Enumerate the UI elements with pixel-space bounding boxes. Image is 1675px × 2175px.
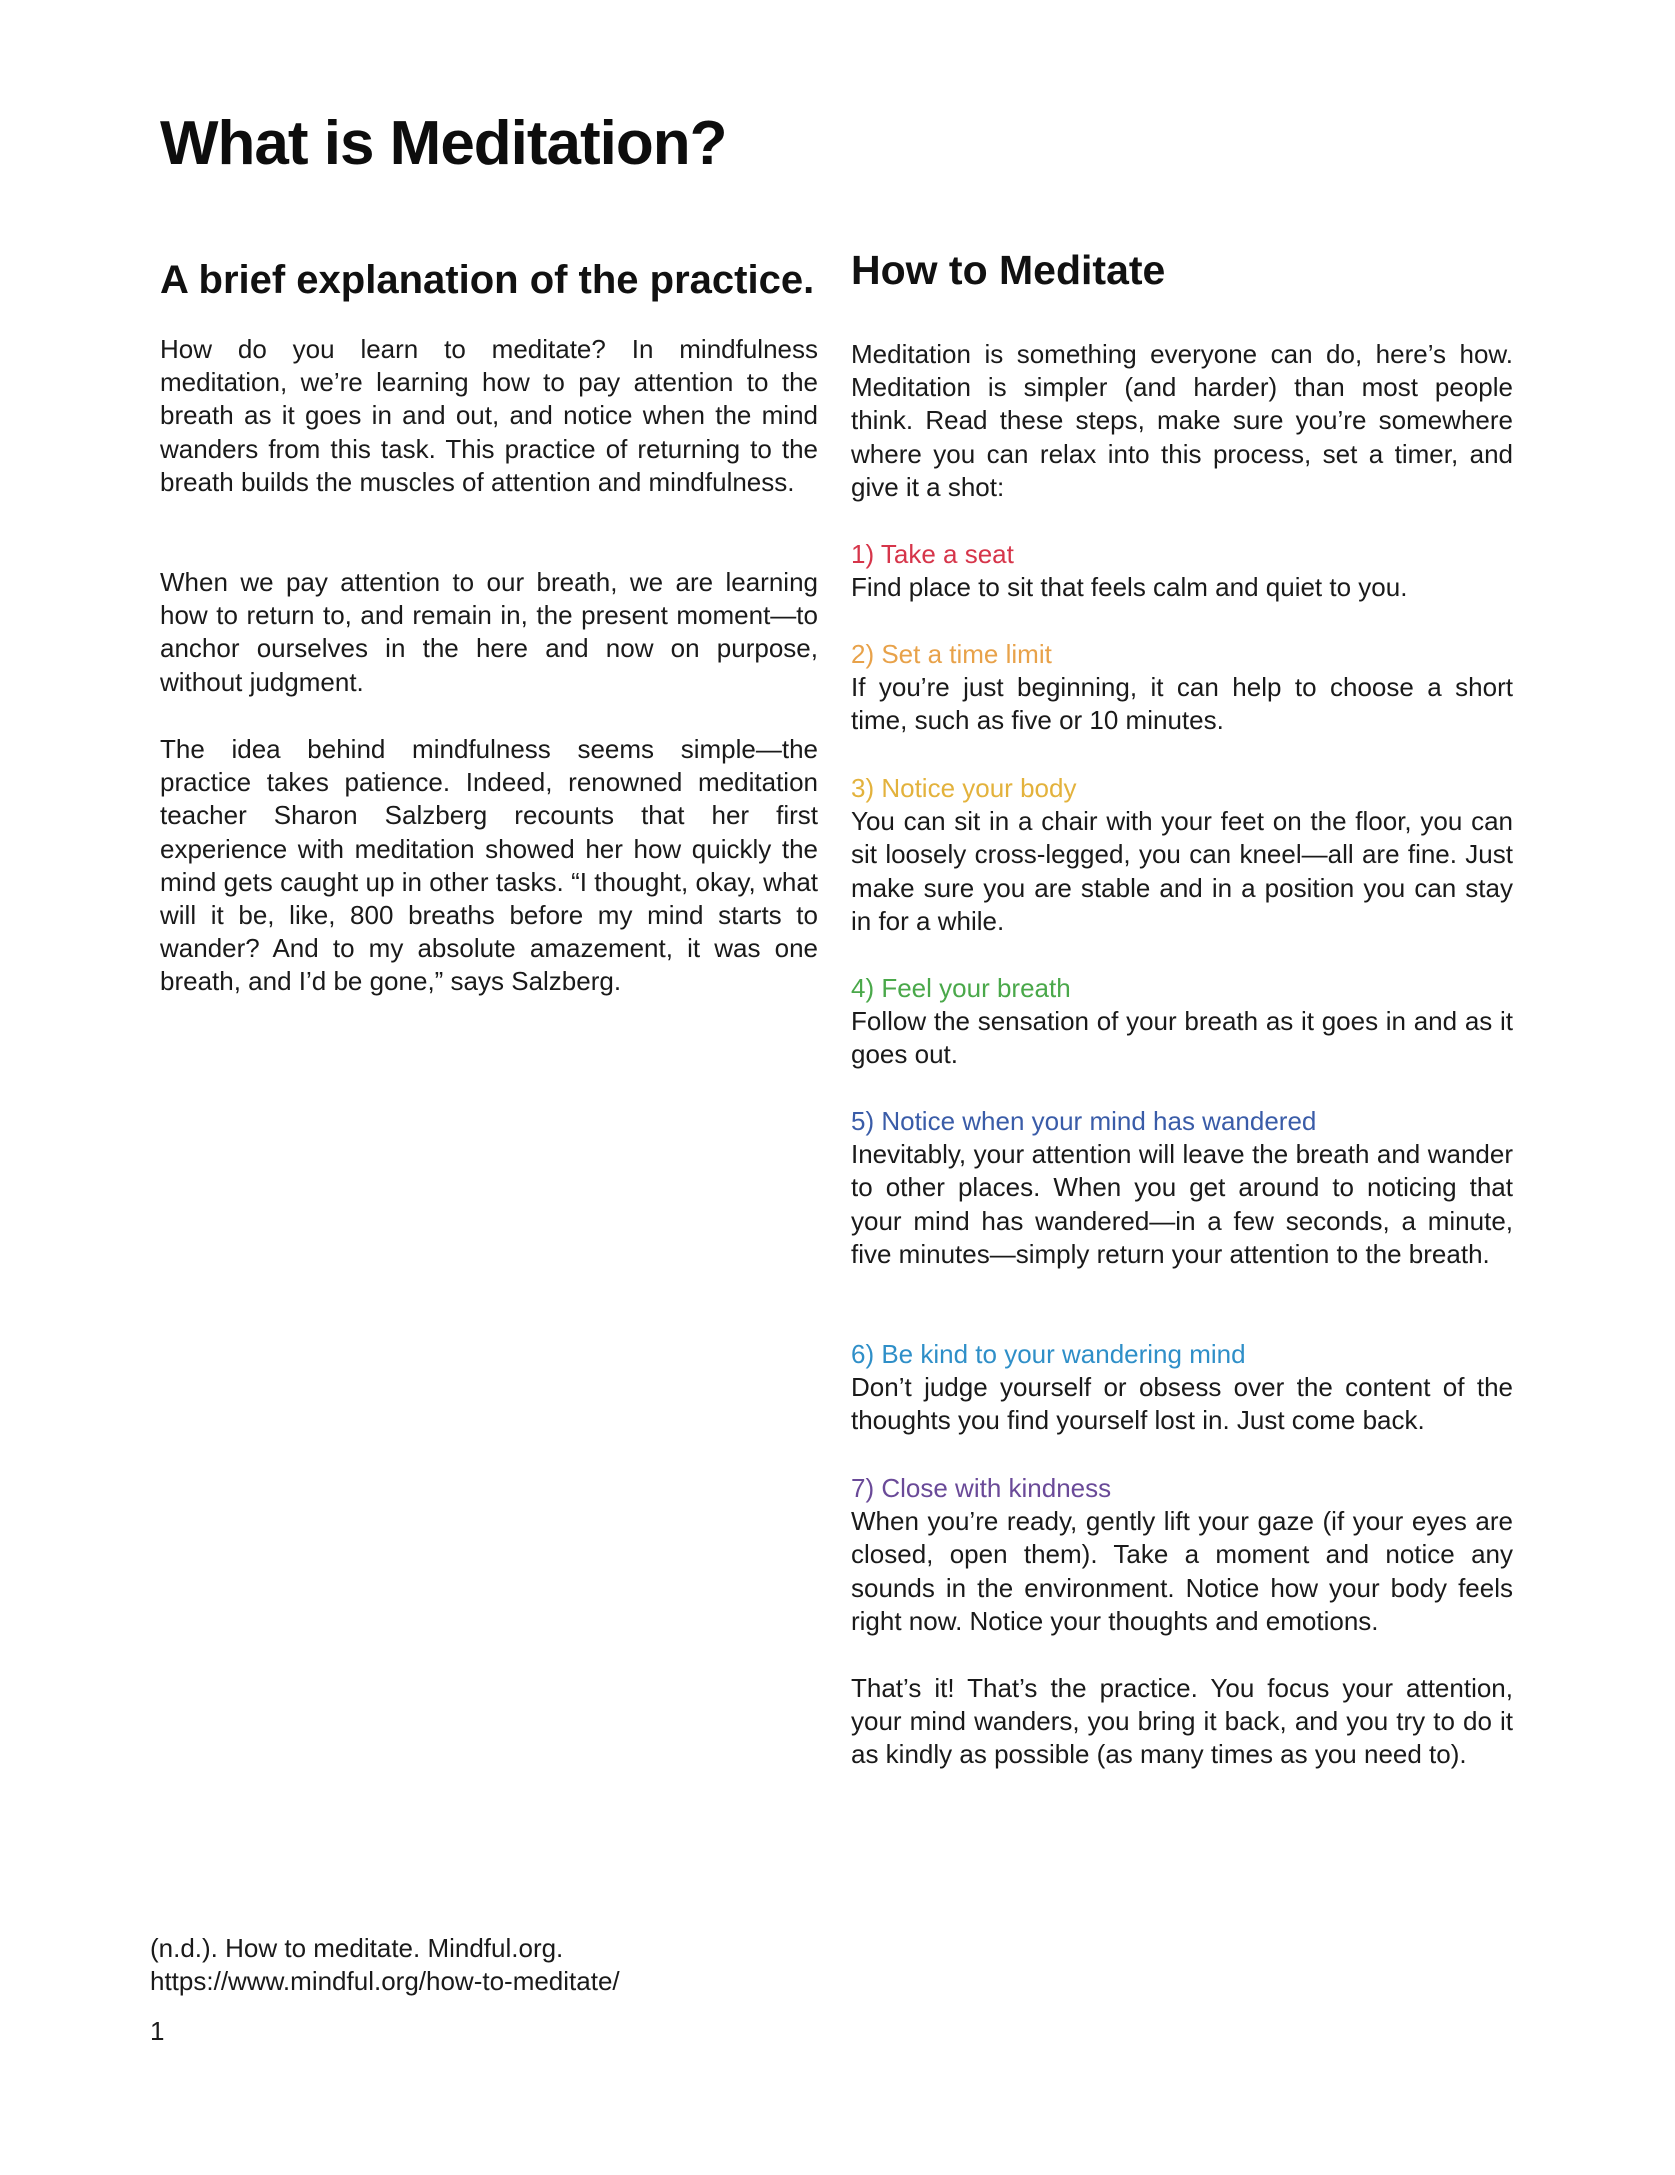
intro-paragraph: Meditation is something everyone can do, here’s how. Meditation is simpler (and harder) than most people think. Read these steps, make sure you’re somewhere where you can relax into this process, set a timer, and give it a shot: bbox=[851, 339, 1513, 502]
closing-paragraph: That’s it! That’s the practice. You focus your attention, your mind wanders, you bring it back, and you try to do it as kindly as possible (as many times as you need to). bbox=[851, 1673, 1513, 1770]
step-title: 4) Feel your breath bbox=[851, 973, 1071, 1003]
step-title: 7) Close with kindness bbox=[851, 1473, 1112, 1503]
step-description: Inevitably, your attention will leave the breath and wander to other places. When you get around to noticing that your mind has wandered—in a few seconds, a minute, five minutes—simply return your attention to the breath. bbox=[851, 1139, 1513, 1269]
step-title: 5) Notice when your mind has wandered bbox=[851, 1106, 1317, 1136]
paragraph-1: How do you learn to meditate? In mindfulness meditation, we’re learning how to pay attention to the breath as it goes in and out, and notice when the mind wanders from this task. This practice of returning to the breath builds the muscles of attention and mindfulness. bbox=[160, 334, 818, 497]
paragraph-2: When we pay attention to our breath, we are learning how to return to, and remain in, the present moment—to anchor ourselves in the here and now on purpose, without judgment. bbox=[160, 567, 818, 697]
step-title: 3) Notice your body bbox=[851, 773, 1077, 803]
citation-url: https://www.mindful.org/how-to-meditate/ bbox=[150, 1966, 620, 1997]
step-description: If you’re just beginning, it can help to choose a short time, such as five or 10 minutes. bbox=[851, 672, 1513, 736]
step-description: Don’t judge yourself or obsess over the content of the thoughts you find yourself lost in. Just come back. bbox=[851, 1372, 1513, 1436]
step-3 bbox=[851, 772, 1513, 938]
page-number: 1 bbox=[150, 2016, 165, 2046]
step-5 bbox=[851, 1105, 1513, 1271]
citation bbox=[150, 1932, 620, 1998]
left-section-heading: A brief explanation of the practice. bbox=[160, 258, 815, 302]
step-title: 2) Set a time limit bbox=[851, 639, 1052, 669]
paragraph-3: The idea behind mindfulness seems simple—the practice takes patience. Indeed, renowned meditation teacher Sharon Salzberg recounts that her first experience with meditation showed her how quickly the mind gets caught up in other tasks. “I thought, okay, what will it be, like, 800 breaths before my mind starts to wander? And to my absolute amazement, it was one breath, and I’d be gone,” says Salzberg. bbox=[160, 734, 818, 997]
step-6 bbox=[851, 1338, 1513, 1438]
step-7 bbox=[851, 1472, 1513, 1638]
step-title: 6) Be kind to your wandering mind bbox=[851, 1339, 1246, 1369]
step-description: When you’re ready, gently lift your gaze (if your eyes are closed, open them). Take a moment and notice any sounds in the environment. Notice how your body feels right now. Notice your thoughts and emotions. bbox=[851, 1506, 1513, 1636]
page-title: What is Meditation? bbox=[160, 109, 727, 178]
right-section-heading: How to Meditate bbox=[851, 247, 1166, 293]
step-description: Find place to sit that feels calm and quiet to you. bbox=[851, 572, 1408, 603]
step-1 bbox=[851, 538, 1513, 604]
step-4 bbox=[851, 972, 1513, 1072]
step-description: You can sit in a chair with your feet on the floor, you can sit loosely cross-legged, you can kneel—all are fine. Just make sure you are stable and in a position you can stay in for a while. bbox=[851, 806, 1513, 936]
step-title: 1) Take a seat bbox=[851, 539, 1014, 569]
step-description: Follow the sensation of your breath as it goes in and as it goes out. bbox=[851, 1006, 1513, 1070]
citation-source: (n.d.). How to meditate. Mindful.org. bbox=[150, 1933, 564, 1963]
step-2 bbox=[851, 638, 1513, 738]
